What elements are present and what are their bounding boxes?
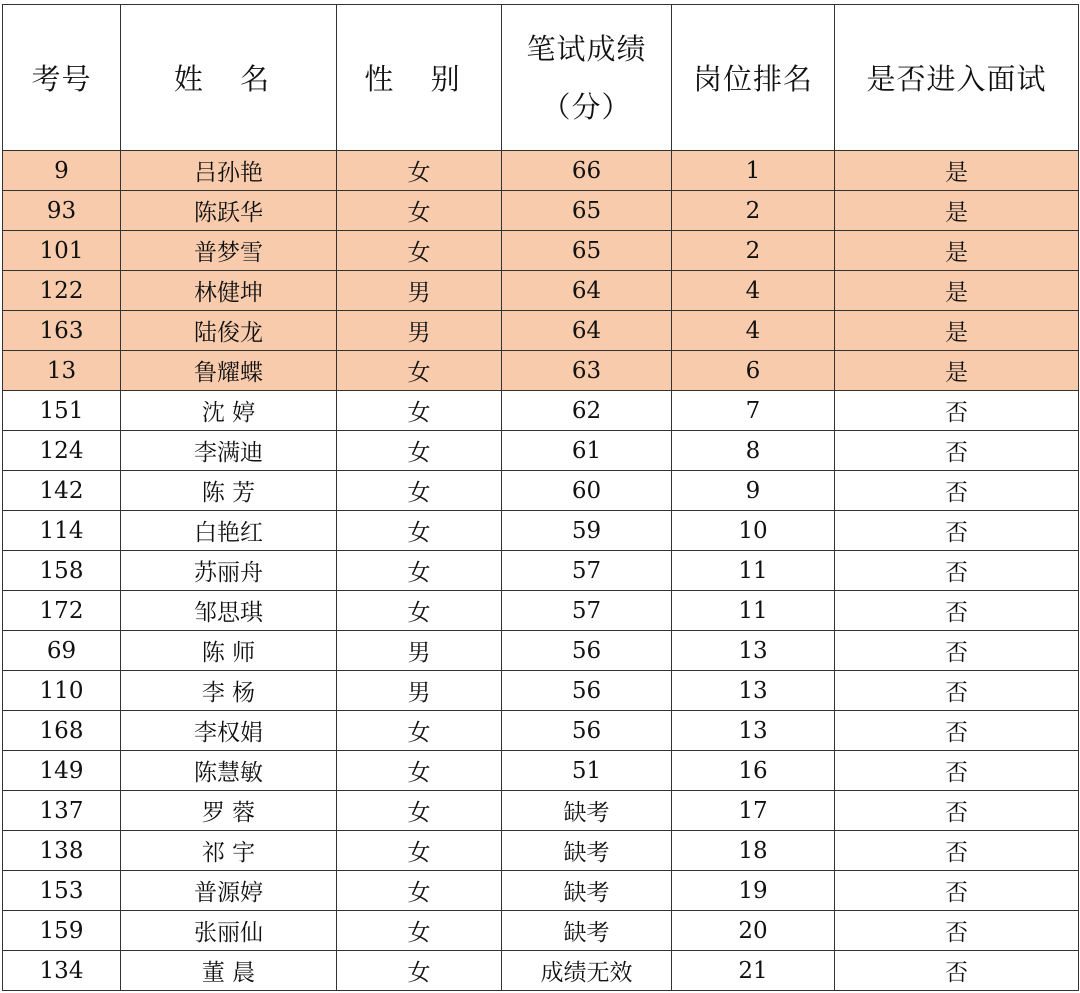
- table-row: [3, 151, 1079, 191]
- cell-name: 董 晨: [121, 951, 337, 991]
- cell-gender: 女: [337, 871, 502, 911]
- table-row: [3, 831, 1079, 871]
- cell-exam-number: 93: [3, 191, 121, 231]
- cell-position-rank: 16: [672, 751, 835, 791]
- cell-written-score: 56: [502, 711, 672, 751]
- header-gender: 性 别: [337, 5, 502, 151]
- cell-interview: 是: [835, 311, 1079, 351]
- cell-position-rank: 19: [672, 871, 835, 911]
- cell-name: 鲁耀蝶: [121, 351, 337, 391]
- table-row: [3, 351, 1079, 391]
- table-row: [3, 311, 1079, 351]
- table-row: [3, 711, 1079, 751]
- cell-interview: 否: [835, 591, 1079, 631]
- table-row: [3, 431, 1079, 471]
- cell-name: 李 杨: [121, 671, 337, 711]
- cell-interview: 否: [835, 511, 1079, 551]
- cell-exam-number: 114: [3, 511, 121, 551]
- cell-written-score: 缺考: [502, 871, 672, 911]
- cell-gender: 女: [337, 551, 502, 591]
- cell-name: 普梦雪: [121, 231, 337, 271]
- table-row: [3, 191, 1079, 231]
- cell-interview: 否: [835, 831, 1079, 871]
- cell-exam-number: 172: [3, 591, 121, 631]
- cell-exam-number: 151: [3, 391, 121, 431]
- cell-name: 陈慧敏: [121, 751, 337, 791]
- cell-exam-number: 163: [3, 311, 121, 351]
- cell-name: 邹思琪: [121, 591, 337, 631]
- header-name: 姓 名: [121, 5, 337, 151]
- cell-name: 张丽仙: [121, 911, 337, 951]
- cell-interview: 否: [835, 911, 1079, 951]
- cell-interview: 是: [835, 151, 1079, 191]
- cell-name: 祁 宇: [121, 831, 337, 871]
- cell-written-score: 61: [502, 431, 672, 471]
- cell-gender: 女: [337, 191, 502, 231]
- cell-gender: 女: [337, 511, 502, 551]
- table-row: [3, 391, 1079, 431]
- cell-interview: 是: [835, 231, 1079, 271]
- cell-gender: 女: [337, 951, 502, 991]
- cell-interview: 否: [835, 791, 1079, 831]
- cell-gender: 男: [337, 311, 502, 351]
- cell-position-rank: 11: [672, 591, 835, 631]
- table-row: [3, 591, 1079, 631]
- cell-gender: 男: [337, 631, 502, 671]
- cell-exam-number: 101: [3, 231, 121, 271]
- cell-position-rank: 9: [672, 471, 835, 511]
- cell-name: 陆俊龙: [121, 311, 337, 351]
- cell-written-score: 56: [502, 671, 672, 711]
- cell-position-rank: 10: [672, 511, 835, 551]
- cell-name: 罗 蓉: [121, 791, 337, 831]
- cell-interview: 否: [835, 431, 1079, 471]
- cell-exam-number: 158: [3, 551, 121, 591]
- cell-position-rank: 7: [672, 391, 835, 431]
- table-row: [3, 671, 1079, 711]
- cell-position-rank: 4: [672, 311, 835, 351]
- cell-exam-number: 9: [3, 151, 121, 191]
- table-row: [3, 951, 1079, 991]
- cell-interview: 否: [835, 951, 1079, 991]
- cell-gender: 女: [337, 711, 502, 751]
- cell-exam-number: 153: [3, 871, 121, 911]
- cell-position-rank: 13: [672, 631, 835, 671]
- cell-written-score: 64: [502, 311, 672, 351]
- cell-written-score: 65: [502, 231, 672, 271]
- cell-exam-number: 138: [3, 831, 121, 871]
- table-row: [3, 871, 1079, 911]
- table-row: [3, 911, 1079, 951]
- cell-name: 李权娟: [121, 711, 337, 751]
- cell-position-rank: 2: [672, 231, 835, 271]
- cell-name: 李满迪: [121, 431, 337, 471]
- table-row: [3, 271, 1079, 311]
- cell-name: 沈 婷: [121, 391, 337, 431]
- cell-written-score: 57: [502, 551, 672, 591]
- cell-exam-number: 142: [3, 471, 121, 511]
- cell-gender: 女: [337, 391, 502, 431]
- cell-gender: 女: [337, 751, 502, 791]
- cell-written-score: 66: [502, 151, 672, 191]
- cell-gender: 女: [337, 591, 502, 631]
- cell-written-score: 缺考: [502, 831, 672, 871]
- cell-written-score: 63: [502, 351, 672, 391]
- cell-written-score: 成绩无效: [502, 951, 672, 991]
- cell-written-score: 缺考: [502, 791, 672, 831]
- cell-gender: 女: [337, 791, 502, 831]
- cell-position-rank: 1: [672, 151, 835, 191]
- cell-interview: 否: [835, 551, 1079, 591]
- cell-exam-number: 69: [3, 631, 121, 671]
- cell-name: 陈 芳: [121, 471, 337, 511]
- table-row: [3, 791, 1079, 831]
- cell-name: 吕孙艳: [121, 151, 337, 191]
- cell-position-rank: 6: [672, 351, 835, 391]
- cell-interview: 否: [835, 711, 1079, 751]
- cell-position-rank: 20: [672, 911, 835, 951]
- cell-exam-number: 134: [3, 951, 121, 991]
- cell-exam-number: 13: [3, 351, 121, 391]
- cell-position-rank: 2: [672, 191, 835, 231]
- header-written-score-title: 笔试成绩: [526, 31, 647, 66]
- header-written-score: [502, 5, 672, 151]
- header-exam-number: 考号: [3, 5, 121, 151]
- cell-exam-number: 122: [3, 271, 121, 311]
- cell-exam-number: 110: [3, 671, 121, 711]
- cell-written-score: 60: [502, 471, 672, 511]
- cell-position-rank: 13: [672, 711, 835, 751]
- cell-written-score: 59: [502, 511, 672, 551]
- header-written-score-unit: （分）: [541, 89, 632, 124]
- table-row: [3, 551, 1079, 591]
- cell-gender: 女: [337, 471, 502, 511]
- cell-written-score: 缺考: [502, 911, 672, 951]
- header-row: [3, 5, 1079, 151]
- cell-exam-number: 124: [3, 431, 121, 471]
- cell-exam-number: 168: [3, 711, 121, 751]
- table-row: [3, 231, 1079, 271]
- cell-name: 白艳红: [121, 511, 337, 551]
- cell-name: 陈跃华: [121, 191, 337, 231]
- cell-position-rank: 17: [672, 791, 835, 831]
- cell-written-score: 51: [502, 751, 672, 791]
- cell-gender: 女: [337, 831, 502, 871]
- table-row: [3, 631, 1079, 671]
- cell-gender: 女: [337, 151, 502, 191]
- table-row: [3, 511, 1079, 551]
- table-row: [3, 751, 1079, 791]
- header-position-rank: 岗位排名: [672, 5, 835, 151]
- cell-name: 林健坤: [121, 271, 337, 311]
- cell-gender: 女: [337, 431, 502, 471]
- cell-interview: 是: [835, 191, 1079, 231]
- cell-gender: 男: [337, 271, 502, 311]
- cell-interview: 否: [835, 471, 1079, 511]
- cell-position-rank: 4: [672, 271, 835, 311]
- cell-gender: 女: [337, 911, 502, 951]
- cell-exam-number: 159: [3, 911, 121, 951]
- cell-position-rank: 13: [672, 671, 835, 711]
- cell-exam-number: 149: [3, 751, 121, 791]
- cell-position-rank: 21: [672, 951, 835, 991]
- cell-position-rank: 18: [672, 831, 835, 871]
- table-row: [3, 471, 1079, 511]
- cell-written-score: 64: [502, 271, 672, 311]
- cell-name: 苏丽舟: [121, 551, 337, 591]
- cell-interview: 否: [835, 751, 1079, 791]
- exam-results-table: [2, 4, 1079, 991]
- header-interview: 是否进入面试: [835, 5, 1079, 151]
- table-body: [3, 151, 1079, 991]
- table-header: [3, 5, 1079, 151]
- cell-gender: 女: [337, 351, 502, 391]
- cell-gender: 女: [337, 231, 502, 271]
- cell-interview: 是: [835, 351, 1079, 391]
- cell-position-rank: 8: [672, 431, 835, 471]
- cell-exam-number: 137: [3, 791, 121, 831]
- cell-written-score: 62: [502, 391, 672, 431]
- cell-interview: 是: [835, 271, 1079, 311]
- cell-interview: 否: [835, 871, 1079, 911]
- cell-written-score: 57: [502, 591, 672, 631]
- cell-name: 陈 师: [121, 631, 337, 671]
- cell-interview: 否: [835, 671, 1079, 711]
- cell-gender: 男: [337, 671, 502, 711]
- cell-written-score: 65: [502, 191, 672, 231]
- cell-interview: 否: [835, 631, 1079, 671]
- cell-interview: 否: [835, 391, 1079, 431]
- cell-name: 普源婷: [121, 871, 337, 911]
- cell-written-score: 56: [502, 631, 672, 671]
- cell-position-rank: 11: [672, 551, 835, 591]
